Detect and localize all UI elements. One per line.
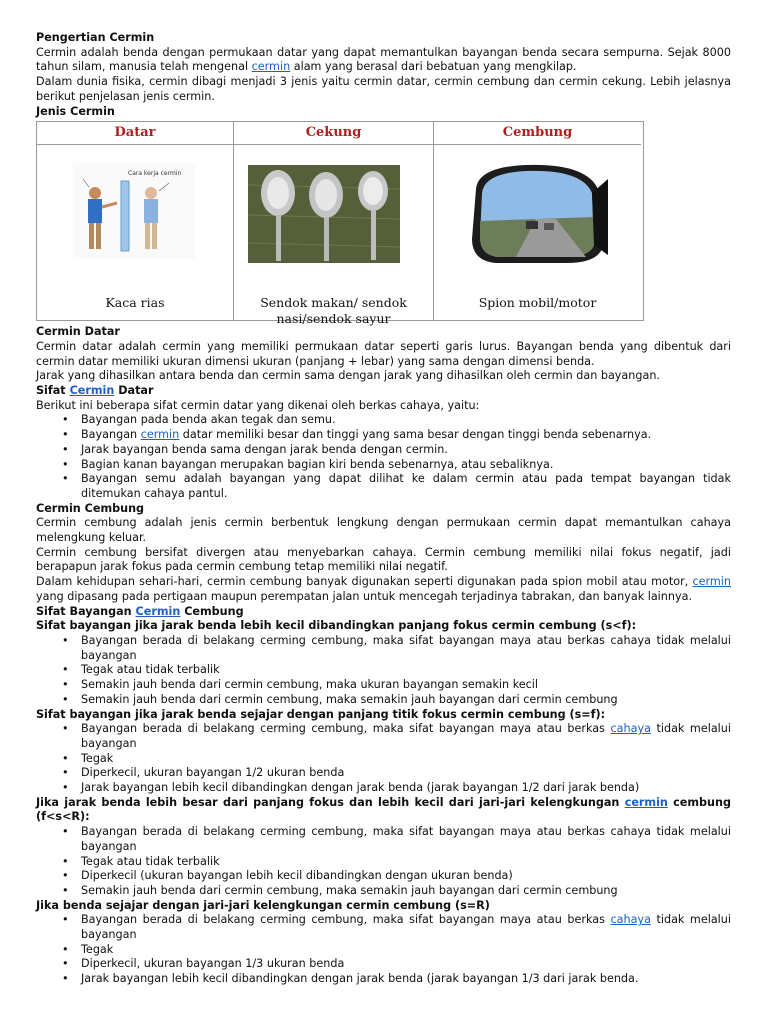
- list-s-equal-r: [36, 913, 731, 987]
- text: Dalam kehidupan sehari-hari, cermin cembung banyak digunakan seperti digunakan pada spion mobil atau motor,: [36, 575, 693, 589]
- mirror-diagram-image: [73, 163, 195, 259]
- paragraph-intro-1: [36, 46, 731, 75]
- figure-header-datar: Datar: [37, 122, 234, 145]
- list-item: • Diperkecil, ukuran bayangan 1/2 ukuran benda: [81, 766, 731, 781]
- heading-cermin-datar: Cermin Datar: [36, 325, 120, 339]
- text: Jika jarak benda lebih besar dari panjang fokus dan lebih kecil dari jari-jari kelengkungan: [36, 795, 625, 809]
- text: Bayangan berada di belakang cerming cembung, maka sifat bayangan maya atau berkas: [81, 722, 611, 736]
- paragraph-datar-2: Jarak yang dihasilkan antara benda dan cermin sama dengan jarak yang dihasilkan oleh cermin dan bayangan.: [36, 369, 660, 383]
- list-f-less-s-less-r: [36, 825, 731, 899]
- document-page: [36, 31, 731, 987]
- heading-s-less-f: Sifat bayangan jika jarak benda lebih kecil dibandingkan panjang fokus cermin cembung (s<f):: [36, 619, 637, 633]
- list-item: • Bayangan pada benda akan tegak dan semu.: [81, 413, 731, 428]
- list-sifat-datar: [36, 413, 731, 501]
- figure-cell-datar: [37, 145, 234, 320]
- text: Sifat: [36, 384, 70, 398]
- list-item: [81, 913, 731, 942]
- list-s-less-f: [36, 634, 731, 708]
- link-cahaya[interactable]: cahaya: [610, 722, 651, 736]
- paragraph-cembung-2: Cermin cembung bersifat divergen atau menyebarkan cahaya. Cermin cembung memiliki nilai fokus negatif, jadi berapapun jarak fokus pada cermin cembung tetap memiliki nilai negatif.: [36, 545, 731, 574]
- text: Bayangan berada di belakang cerming cembung, maka sifat bayangan maya atau berkas: [81, 913, 611, 927]
- link-cermin[interactable]: Cermin: [135, 604, 181, 618]
- figure-header-cekung: Cekung: [234, 122, 434, 145]
- text: Cermin adalah benda dengan permukaan datar yang dapat memantulkan bayangan benda secara sempurna. Sejak 8000 tahun silam, manusia telah mengenal: [36, 45, 731, 74]
- list-item: • Jarak bayangan lebih kecil dibandingkan dengan jarak benda (jarak bayangan 1/2 dari jarak benda): [81, 781, 731, 796]
- list-item: • Jarak bayangan benda sama dengan jarak benda dengan cermin.: [81, 443, 731, 458]
- heading-f-less-s-less-r: [36, 796, 731, 825]
- text: yang dipasang pada pertigaan maupun perempatan jalan untuk mencegah terjadinya tabrakan, dan banyak lainnya.: [36, 589, 693, 603]
- link-cermin[interactable]: cermin: [251, 60, 291, 74]
- figure-header-cembung: Cembung: [434, 122, 641, 145]
- list-item: • Semakin jauh benda dari cermin cembung, maka ukuran bayangan semakin kecil: [81, 678, 731, 693]
- list-item: [81, 428, 731, 443]
- link-cermin[interactable]: cermin: [140, 428, 180, 442]
- list-item: • Tegak atau tidak terbalik: [81, 855, 731, 870]
- paragraph-datar-1: Cermin datar adalah cermin yang memiliki permukaan datar seperti garis lurus. Bayangan benda yang dibentuk dari cermin datar memiliki ukuran dimensi ukuran (panjang + lebar) yang sama dengan dimensi benda.: [36, 339, 731, 368]
- caption-spion: Spion mobil/motor: [478, 295, 597, 311]
- caption-sendok: Sendok makan/ sendok nasi/sendok sayur: [260, 295, 407, 327]
- list-item: • Diperkecil (ukuran bayangan lebih kecil dibandingkan dengan ukuran benda): [81, 869, 731, 884]
- caption-kaca-rias: Kaca rias: [105, 295, 165, 311]
- paragraph-intro-2: Dalam dunia fisika, cermin dibagi menjadi 3 jenis yaitu cermin datar, cermin cembung dan cermin cekung. Lebih jelasnya berikut penjelasan jenis cermin.: [36, 75, 731, 103]
- figure-jenis-cermin: [36, 121, 644, 327]
- side-mirror-image: [466, 159, 611, 267]
- spoons-image: [248, 165, 400, 263]
- list-item: • Bayangan semu adalah bayangan yang dapat dilihat ke dalam cermin atau pada tempat bayangan tidak ditemukan cahaya pantul.: [81, 472, 731, 501]
- list-item: • Bagian kanan bayangan merupakan bagian kiri benda sebenarnya, atau sebaliknya.: [81, 458, 731, 473]
- text: tidak melalui bayangan: [81, 722, 731, 750]
- heading-jenis-cermin: Jenis Cermin: [36, 104, 115, 118]
- diagram-label: Cara kerja cermin: [128, 170, 182, 178]
- list-item: • Semakin jauh benda dari cermin cembung, maka semakin jauh bayangan dari cermin cembung: [81, 693, 731, 708]
- text: cembung (f<s<R):: [36, 795, 731, 824]
- heading-sifat-bayangan-cembung: [36, 605, 731, 620]
- text: tidak melalui bayangan: [81, 913, 731, 942]
- link-cermin[interactable]: Cermin: [69, 384, 115, 398]
- heading-sifat-cermin-datar: [36, 384, 731, 399]
- list-item: • Tegak: [81, 943, 731, 958]
- link-cermin[interactable]: cermin: [692, 575, 731, 589]
- figure-cell-cembung: [434, 145, 641, 320]
- list-item: • Semakin jauh benda dari cermin cembung, maka semakin jauh bayangan dari cermin cembung: [81, 884, 731, 899]
- list-item: • Tegak: [81, 752, 731, 767]
- heading-cermin-cembung: Cermin Cembung: [36, 501, 145, 515]
- link-cahaya[interactable]: cahaya: [610, 913, 651, 927]
- text: Cembung: [180, 604, 244, 618]
- figure-cell-cekung: [234, 145, 434, 327]
- text: datar memiliki besar dan tinggi yang sama besar dengan tinggi benda sebenarnya.: [179, 428, 652, 442]
- text: Datar: [114, 384, 154, 398]
- list-item: • Bayangan berada di belakang cerming cembung, maka sifat bayangan maya atau berkas cahaya tidak melalui bayangan: [81, 825, 731, 854]
- heading-s-equal-r: Jika benda sejajar dengan jari-jari kelengkungan cermin cembung (s=R): [36, 898, 490, 912]
- paragraph-sifat-intro: Berikut ini beberapa sifat cermin datar yang dikenai oleh berkas cahaya, yaitu:: [36, 398, 480, 412]
- heading-s-equal-f: Sifat bayangan jika jarak benda sejajar dengan panjang titik fokus cermin cembung (s=f):: [36, 707, 606, 721]
- list-s-equal-f: [36, 722, 731, 796]
- paragraph-cembung-3: [36, 575, 731, 604]
- text: Sifat Bayangan: [36, 604, 136, 618]
- heading-pengertian-cermin: Pengertian Cermin: [36, 31, 155, 44]
- list-item: • Diperkecil, ukuran bayangan 1/3 ukuran benda: [81, 957, 731, 972]
- text: Bayangan: [81, 428, 141, 442]
- text: alam yang berasal dari bebatuan yang mengkilap.: [290, 60, 577, 74]
- list-item: • Tegak atau tidak terbalik: [81, 663, 731, 678]
- list-item: • Bayangan berada di belakang cerming cembung, maka sifat bayangan maya atau berkas cahaya tidak melalui bayangan: [81, 634, 731, 663]
- link-cermin[interactable]: cermin: [624, 795, 668, 809]
- list-item: • Jarak bayangan lebih kecil dibandingkan dengan jarak benda (jarak bayangan 1/3 dari jarak benda.: [81, 972, 731, 987]
- list-item: [81, 722, 731, 751]
- paragraph-cembung-1: Cermin cembung adalah jenis cermin berbentuk lengkung dengan permukaan cermin dapat memantulkan cahaya melengkung keluar.: [36, 516, 731, 545]
